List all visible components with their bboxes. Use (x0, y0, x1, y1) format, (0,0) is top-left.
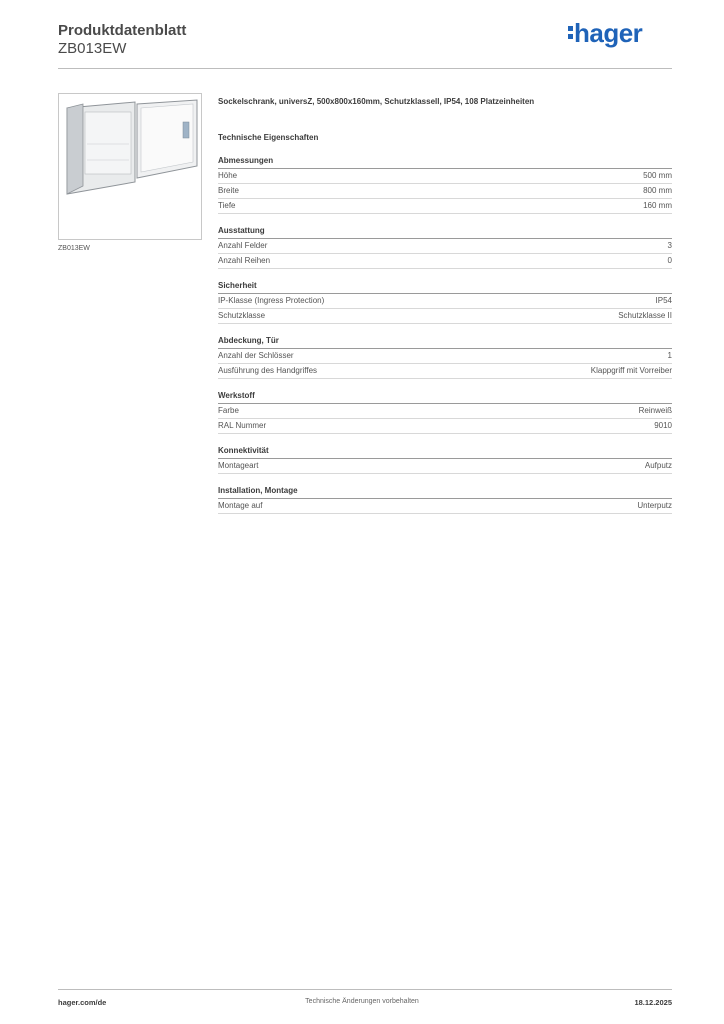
product-image (58, 93, 202, 240)
section-title: Ausstattung (218, 225, 672, 239)
spec-label: Schutzklasse (218, 311, 266, 320)
spec-row (218, 294, 672, 309)
section-werkstoff (218, 390, 672, 434)
spec-value: Reinweiß (638, 406, 672, 415)
product-description: Sockelschrank, universZ, 500x800x160mm, Schutzklassell, IP54, 108 Platzeinheiten (218, 97, 535, 106)
section-title: Konnektivität (218, 445, 672, 459)
spec-row (218, 184, 672, 199)
header-divider (58, 68, 672, 69)
section-sicherheit (218, 280, 672, 324)
spec-value: Unterputz (637, 501, 672, 510)
spec-value: 500 mm (643, 171, 672, 180)
spec-value: IP54 (655, 296, 672, 305)
spec-label: Tiefe (218, 201, 236, 210)
footer-divider (58, 989, 672, 990)
footer-note: Technische Änderungen vorbehalten (305, 998, 419, 1005)
section-title: Werkstoff (218, 390, 672, 404)
spec-label: IP-Klasse (Ingress Protection) (218, 296, 325, 305)
spec-value: Klappgriff mit Vorreiber (590, 366, 672, 375)
logo-text: hager (574, 18, 643, 48)
section-abmessungen (218, 155, 672, 214)
section-installation-montage (218, 485, 672, 514)
section-title: Installation, Montage (218, 485, 672, 499)
section-ausstattung (218, 225, 672, 269)
spec-value: 1 (667, 351, 672, 360)
spec-label: Höhe (218, 171, 238, 180)
spec-label: Anzahl Reihen (218, 256, 271, 265)
spec-row (218, 349, 672, 364)
spec-row (218, 254, 672, 269)
spec-value: 0 (667, 256, 672, 265)
spec-label: Farbe (218, 406, 239, 415)
section-title: Abmessungen (218, 155, 672, 169)
product-code: ZB013EW (58, 40, 127, 57)
spec-content (218, 96, 672, 514)
spec-row (218, 404, 672, 419)
image-caption: ZB013EW (58, 245, 90, 252)
section-title: Sicherheit (218, 280, 672, 294)
spec-label: Anzahl der Schlösser (218, 351, 294, 360)
spec-label: Breite (218, 186, 239, 195)
spec-label: Montageart (218, 461, 259, 470)
spec-value: 160 mm (643, 201, 672, 210)
spec-value: 800 mm (643, 186, 672, 195)
section-abdeckung-tuer (218, 335, 672, 379)
spec-row (218, 309, 672, 324)
page-title: Produktdatenblatt (58, 22, 187, 39)
spec-row (218, 459, 672, 474)
spec-row (218, 499, 672, 514)
spec-value: Schutzklasse II (618, 311, 672, 320)
footer-website-link[interactable]: hager.com/de (58, 998, 107, 1007)
footer-date: 18.12.2025 (634, 998, 672, 1007)
section-title: Abdeckung, Tür (218, 335, 672, 349)
spec-row (218, 364, 672, 379)
spec-label: Ausführung des Handgriffes (218, 366, 318, 375)
logo-dots-icon (568, 18, 573, 39)
spec-value: 9010 (654, 421, 672, 430)
spec-value: 3 (667, 241, 672, 250)
spec-label: Anzahl Felder (218, 241, 268, 250)
spec-row (218, 239, 672, 254)
spec-label: RAL Nummer (218, 421, 267, 430)
enclosure-illustration-icon (59, 94, 201, 239)
hager-logo (568, 18, 642, 49)
spec-row (218, 419, 672, 434)
spec-label: Montage auf (218, 501, 263, 510)
spec-value: Aufputz (644, 461, 672, 470)
tech-heading: Technische Eigenschaften (218, 133, 319, 142)
section-konnektivitaet (218, 445, 672, 474)
spec-row (218, 199, 672, 214)
spec-row (218, 169, 672, 184)
